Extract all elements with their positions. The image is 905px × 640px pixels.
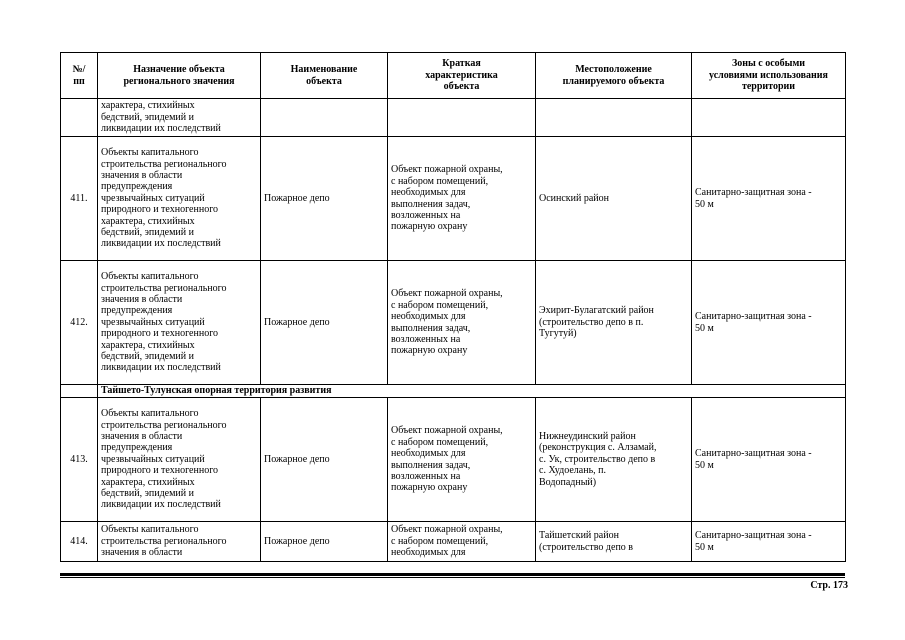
page-number: Стр. 173 (810, 580, 848, 591)
cell-description: Объект пожарной охраны, с набором помещений, необходимых для (388, 522, 536, 562)
cell-name: Пожарное депо (261, 398, 388, 522)
col-header-location: Местоположение планируемого объекта (536, 53, 692, 99)
cell-zones: Санитарно-защитная зона - 50 м (692, 522, 846, 562)
cell-purpose: Объекты капитального строительства регионального значения в области предупреждения чрезвычайных ситуаций природного и техногенного характера, стихийных бедствий, эпидемий и ликвидации их последствий (98, 261, 261, 385)
cell-zones: Санитарно-защитная зона - 50 м (692, 261, 846, 385)
cell-purpose: Объекты капитального строительства регионального значения в области (98, 522, 261, 562)
cell-num: 414. (61, 522, 98, 562)
header-row (61, 53, 846, 99)
cell-zones: Санитарно-защитная зона - 50 м (692, 137, 846, 261)
col-header-zones: Зоны с особыми условиями использования территории (692, 53, 846, 99)
cell-num: 411. (61, 137, 98, 261)
cell-num: 412. (61, 261, 98, 385)
cell-location (536, 99, 692, 137)
cell-purpose: Объекты капитального строительства регионального значения в области предупреждения чрезвычайных ситуаций природного и техногенного характера, стихийных бедствий, эпидемий и ликвидации их последствий (98, 398, 261, 522)
cell-location: Осинский район (536, 137, 692, 261)
cell-location: Нижнеудинский район (реконструкция с. Алзамай, с. Ук, строительство депо в с. Худоелань, п. Водопадный) (536, 398, 692, 522)
cell-num (61, 99, 98, 137)
cell-num (61, 385, 98, 398)
cell-name: Пожарное депо (261, 261, 388, 385)
table-row (61, 261, 846, 385)
cell-zones (692, 99, 846, 137)
col-header-num: №/ пп (61, 53, 98, 99)
table-row (61, 522, 846, 562)
cell-name (261, 99, 388, 137)
cell-description: Объект пожарной охраны, с набором помещений, необходимых для выполнения задач, возложенных на пожарную охрану (388, 137, 536, 261)
cell-num: 413. (61, 398, 98, 522)
cell-name: Пожарное депо (261, 522, 388, 562)
cell-purpose: Объекты капитального строительства регионального значения в области предупреждения чрезвычайных ситуаций природного и техногенного характера, стихийных бедствий, эпидемий и ликвидации их последствий (98, 137, 261, 261)
cell-description: Объект пожарной охраны, с набором помещений, необходимых для выполнения задач, возложенных на пожарную охрану (388, 398, 536, 522)
section-row (61, 385, 846, 398)
objects-table (60, 52, 846, 562)
col-header-description: Краткая характеристика объекта (388, 53, 536, 99)
cell-zones: Санитарно-защитная зона - 50 м (692, 398, 846, 522)
cell-description: Объект пожарной охраны, с набором помещений, необходимых для выполнения задач, возложенных на пожарную охрану (388, 261, 536, 385)
cell-purpose: характера, стихийных бедствий, эпидемий и ликвидации их последствий (98, 99, 261, 137)
cell-description (388, 99, 536, 137)
col-header-name: Наименование объекта (261, 53, 388, 99)
footer-rule-thick (60, 573, 845, 576)
footer-rule-thin (60, 577, 845, 578)
cell-location: Тайшетский район (строительство депо в (536, 522, 692, 562)
table-row-continued (61, 99, 846, 137)
section-title: Тайшето-Тулунская опорная территория развития (98, 385, 846, 398)
cell-name: Пожарное депо (261, 137, 388, 261)
cell-location: Эхирит-Булагатский район (строительство депо в п. Тугутуй) (536, 261, 692, 385)
col-header-purpose: Назначение объекта регионального значения (98, 53, 261, 99)
table-row (61, 398, 846, 522)
table-row (61, 137, 846, 261)
